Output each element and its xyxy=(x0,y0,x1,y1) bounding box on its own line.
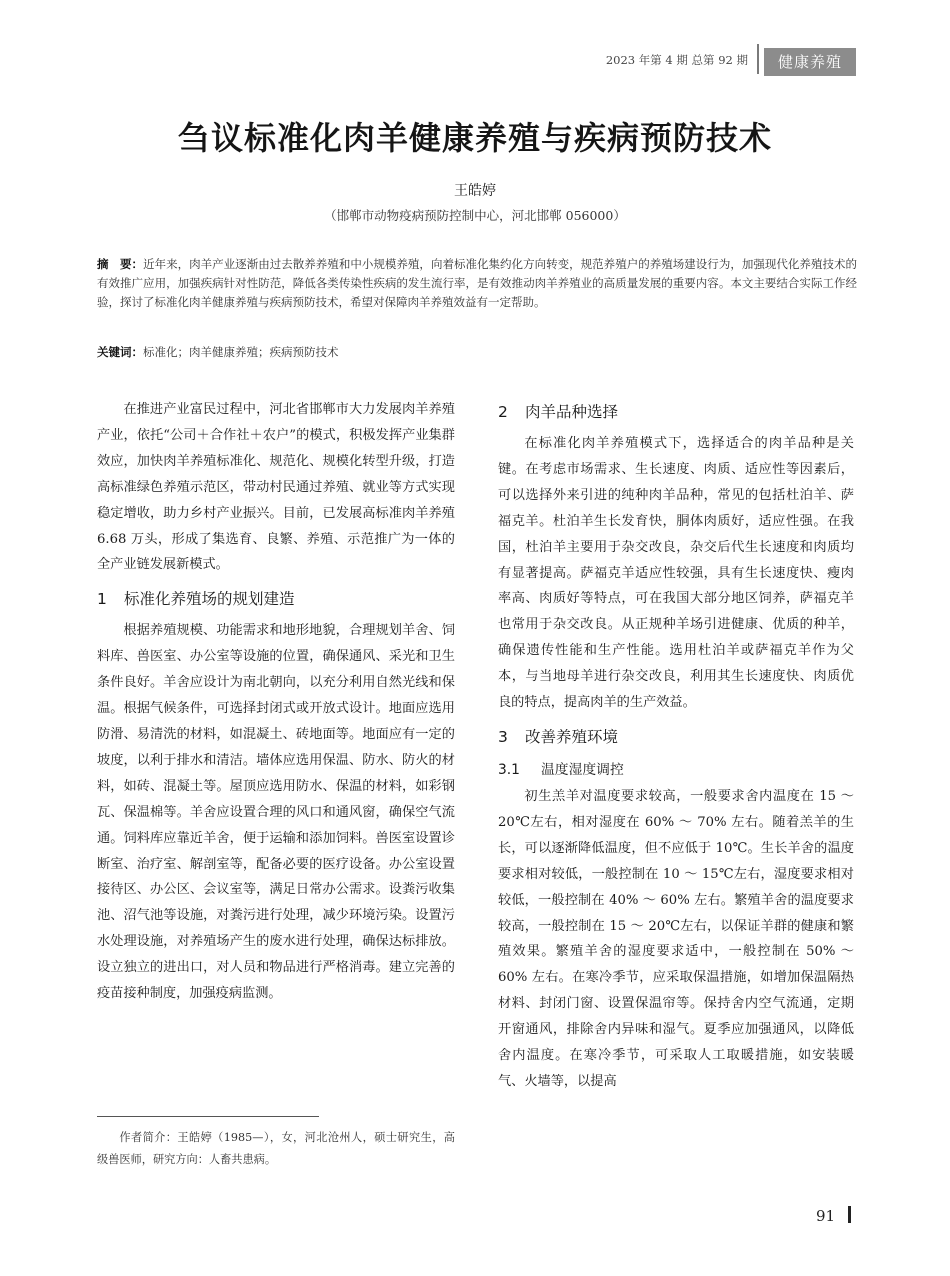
section-2-heading xyxy=(498,397,854,427)
section-1-number: 1 xyxy=(97,590,107,609)
intro-paragraph: 在推进产业富民过程中，河北省邯郸市大力发展肉羊养殖产业，依托“公司＋合作社＋农户”的模式，积极发挥产业集群效应，加快肉羊养殖标准化、规范化、规模化转型升级，打造高标准绿色养殖示范区，带动村民通过养殖、就业等方式实现稳定增收，助力乡村产业振兴。目前，已发展高标准肉羊养殖 6.68 万头，形成了集选育、良繁、养殖、示范推广为一体的全产业链发展新模式。 xyxy=(97,402,455,573)
left-column xyxy=(97,397,455,1007)
section-2-number: 2 xyxy=(498,403,508,421)
section-3-number: 3 xyxy=(498,727,508,746)
section-3-1-number: 3.1 xyxy=(498,761,520,778)
section-3-heading xyxy=(498,722,854,752)
section-1-title: 标准化养殖场的规划建造 xyxy=(124,590,295,609)
footnote-rule xyxy=(97,1116,319,1117)
section-2-title: 肉羊品种选择 xyxy=(525,403,619,421)
section-1-paragraph: 根据养殖规模、功能需求和地形地貌，合理规划羊舍、饲料库、兽医室、办公室等设施的位置，确保通风、采光和卫生条件良好。羊舍应设计为南北朝向，以充分利用自然光线和保温。根据气候条件，可选择封闭式或开放式设计。地面应选用防滑、易清洗的材料，如混凝土、砖地面等。地面应有一定的坡度，以利于排水和清洁。墙体应选用保温、防水、防火的材料，如砖、混凝土等。屋顶应选用防水、保温的材料，如彩钢瓦、保温棉等。羊舍应设置合理的风口和通风窗，确保空气流通。饲料库应靠近羊舍，便于运输和添加饲料。兽医室设置诊断室、治疗室、解剖室等，配备必要的医疗设备。办公室设置接待区、办公区、会议室等，满足日常办公需求。设粪污收集池、沼气池等设施，对粪污进行处理，减少环境污染。设置污水处理设施，对养殖场产生的废水进行处理，确保达标排放。设立独立的进出口，对人员和物品进行严格消毒。建立完善的疫苗接种制度，加强疫病监测。 xyxy=(97,623,455,1002)
keywords xyxy=(97,343,857,362)
keywords-label: 关键词： xyxy=(97,345,143,359)
author-affiliation: （邯郸市动物疫病预防控制中心，河北邯郸 056000） xyxy=(324,208,626,223)
section-3-1-title: 温度湿度调控 xyxy=(541,761,624,778)
section-1-heading xyxy=(97,584,455,614)
section-tag: 健康养殖 xyxy=(764,48,856,76)
keywords-text: 标准化；肉羊健康养殖；疾病预防技术 xyxy=(143,345,339,359)
section-3-title: 改善养殖环境 xyxy=(525,727,619,746)
abstract-text: 近年来，肉羊产业逐渐由过去散养养殖和中小规模养殖，向着标准化集约化方向转变，规范养殖户的养殖场建设行为，加强现代化养殖技术的有效推广应用，加强疾病针对性防范，降低各类传染性疾病的发生流行率，是有效推动肉羊养殖业的高质量发展的重要内容。本文主要结合实际工作经验，探讨了标准化肉羊健康养殖与疾病预防技术，希望对保障肉羊养殖效益有一定帮助。 xyxy=(97,257,857,309)
section-3-1-heading xyxy=(498,756,854,784)
author-footnote: 作者简介：王皓婷（1985—），女，河北沧州人，硕士研究生，高级兽医师，研究方向：人畜共患病。 xyxy=(97,1131,455,1166)
author-name: 王皓婷 xyxy=(454,183,496,199)
header-divider xyxy=(757,44,759,74)
page-number-bar xyxy=(848,1206,851,1223)
section-2-paragraph: 在标准化肉羊养殖模式下，选择适合的肉羊品种是关键。在考虑市场需求、生长速度、肉质、适应性等因素后，可以选择外来引进的纯种肉羊品种，常见的包括杜泊羊、萨福克羊。杜泊羊生长发育快，胴体肉质好，适应性强。在我国，杜泊羊主要用于杂交改良，杂交后代生长速度和肉质均有显著提高。萨福克羊适应性较强，具有生长速度快、瘦肉率高、肉质好等特点，可在我国大部分地区饲养，萨福克羊也常用于杂交改良。从正规种羊场引进健康、优质的种羊，确保遗传性能和生产性能。选用杜泊羊或萨福克羊作为父本，与当地母羊进行杂交改良，利用其生长速度快、肉质优良的特点，提高肉羊的生产效益。 xyxy=(498,436,854,711)
page-number: 91 xyxy=(816,1207,836,1225)
issue-info: 2023 年第 4 期 总第 92 期 xyxy=(605,53,748,67)
abstract-label: 摘 要： xyxy=(97,257,144,271)
article-title: 刍议标准化肉羊健康养殖与疾病预防技术 xyxy=(177,119,772,157)
section-3-1-paragraph: 初生羔羊对温度要求较高，一般要求舍内温度在 15 ～ 20℃左右，相对湿度在 60% ～ 70% 左右。随着羔羊的生长，可以逐渐降低温度，但不应低于 10℃。生长羊舍的温度要求相对较低，一般控制在 10 ～ 15℃左右，湿度要求相对较低，一般控制在 40% ～ 60% 左右。繁殖羊舍的温度要求较高，一般控制在 15 ～ 20℃左右，以保证羊群的健康和繁殖效果。繁殖羊舍的湿度要求适中，一般控制在 50% ～ 60% 左右。在寒冷季节，应采取保温措施，如增加保温隔热材料、封闭门窗、设置保温帘等。保持舍内空气流通，定期开窗通风，排除舍内异味和湿气。夏季应加强通风，以降低舍内温度。在寒冷季节，可采取人工取暖措施，如安装暖气、火墙等，以提高 xyxy=(498,788,854,1089)
abstract xyxy=(97,255,857,312)
right-column xyxy=(498,397,854,1095)
